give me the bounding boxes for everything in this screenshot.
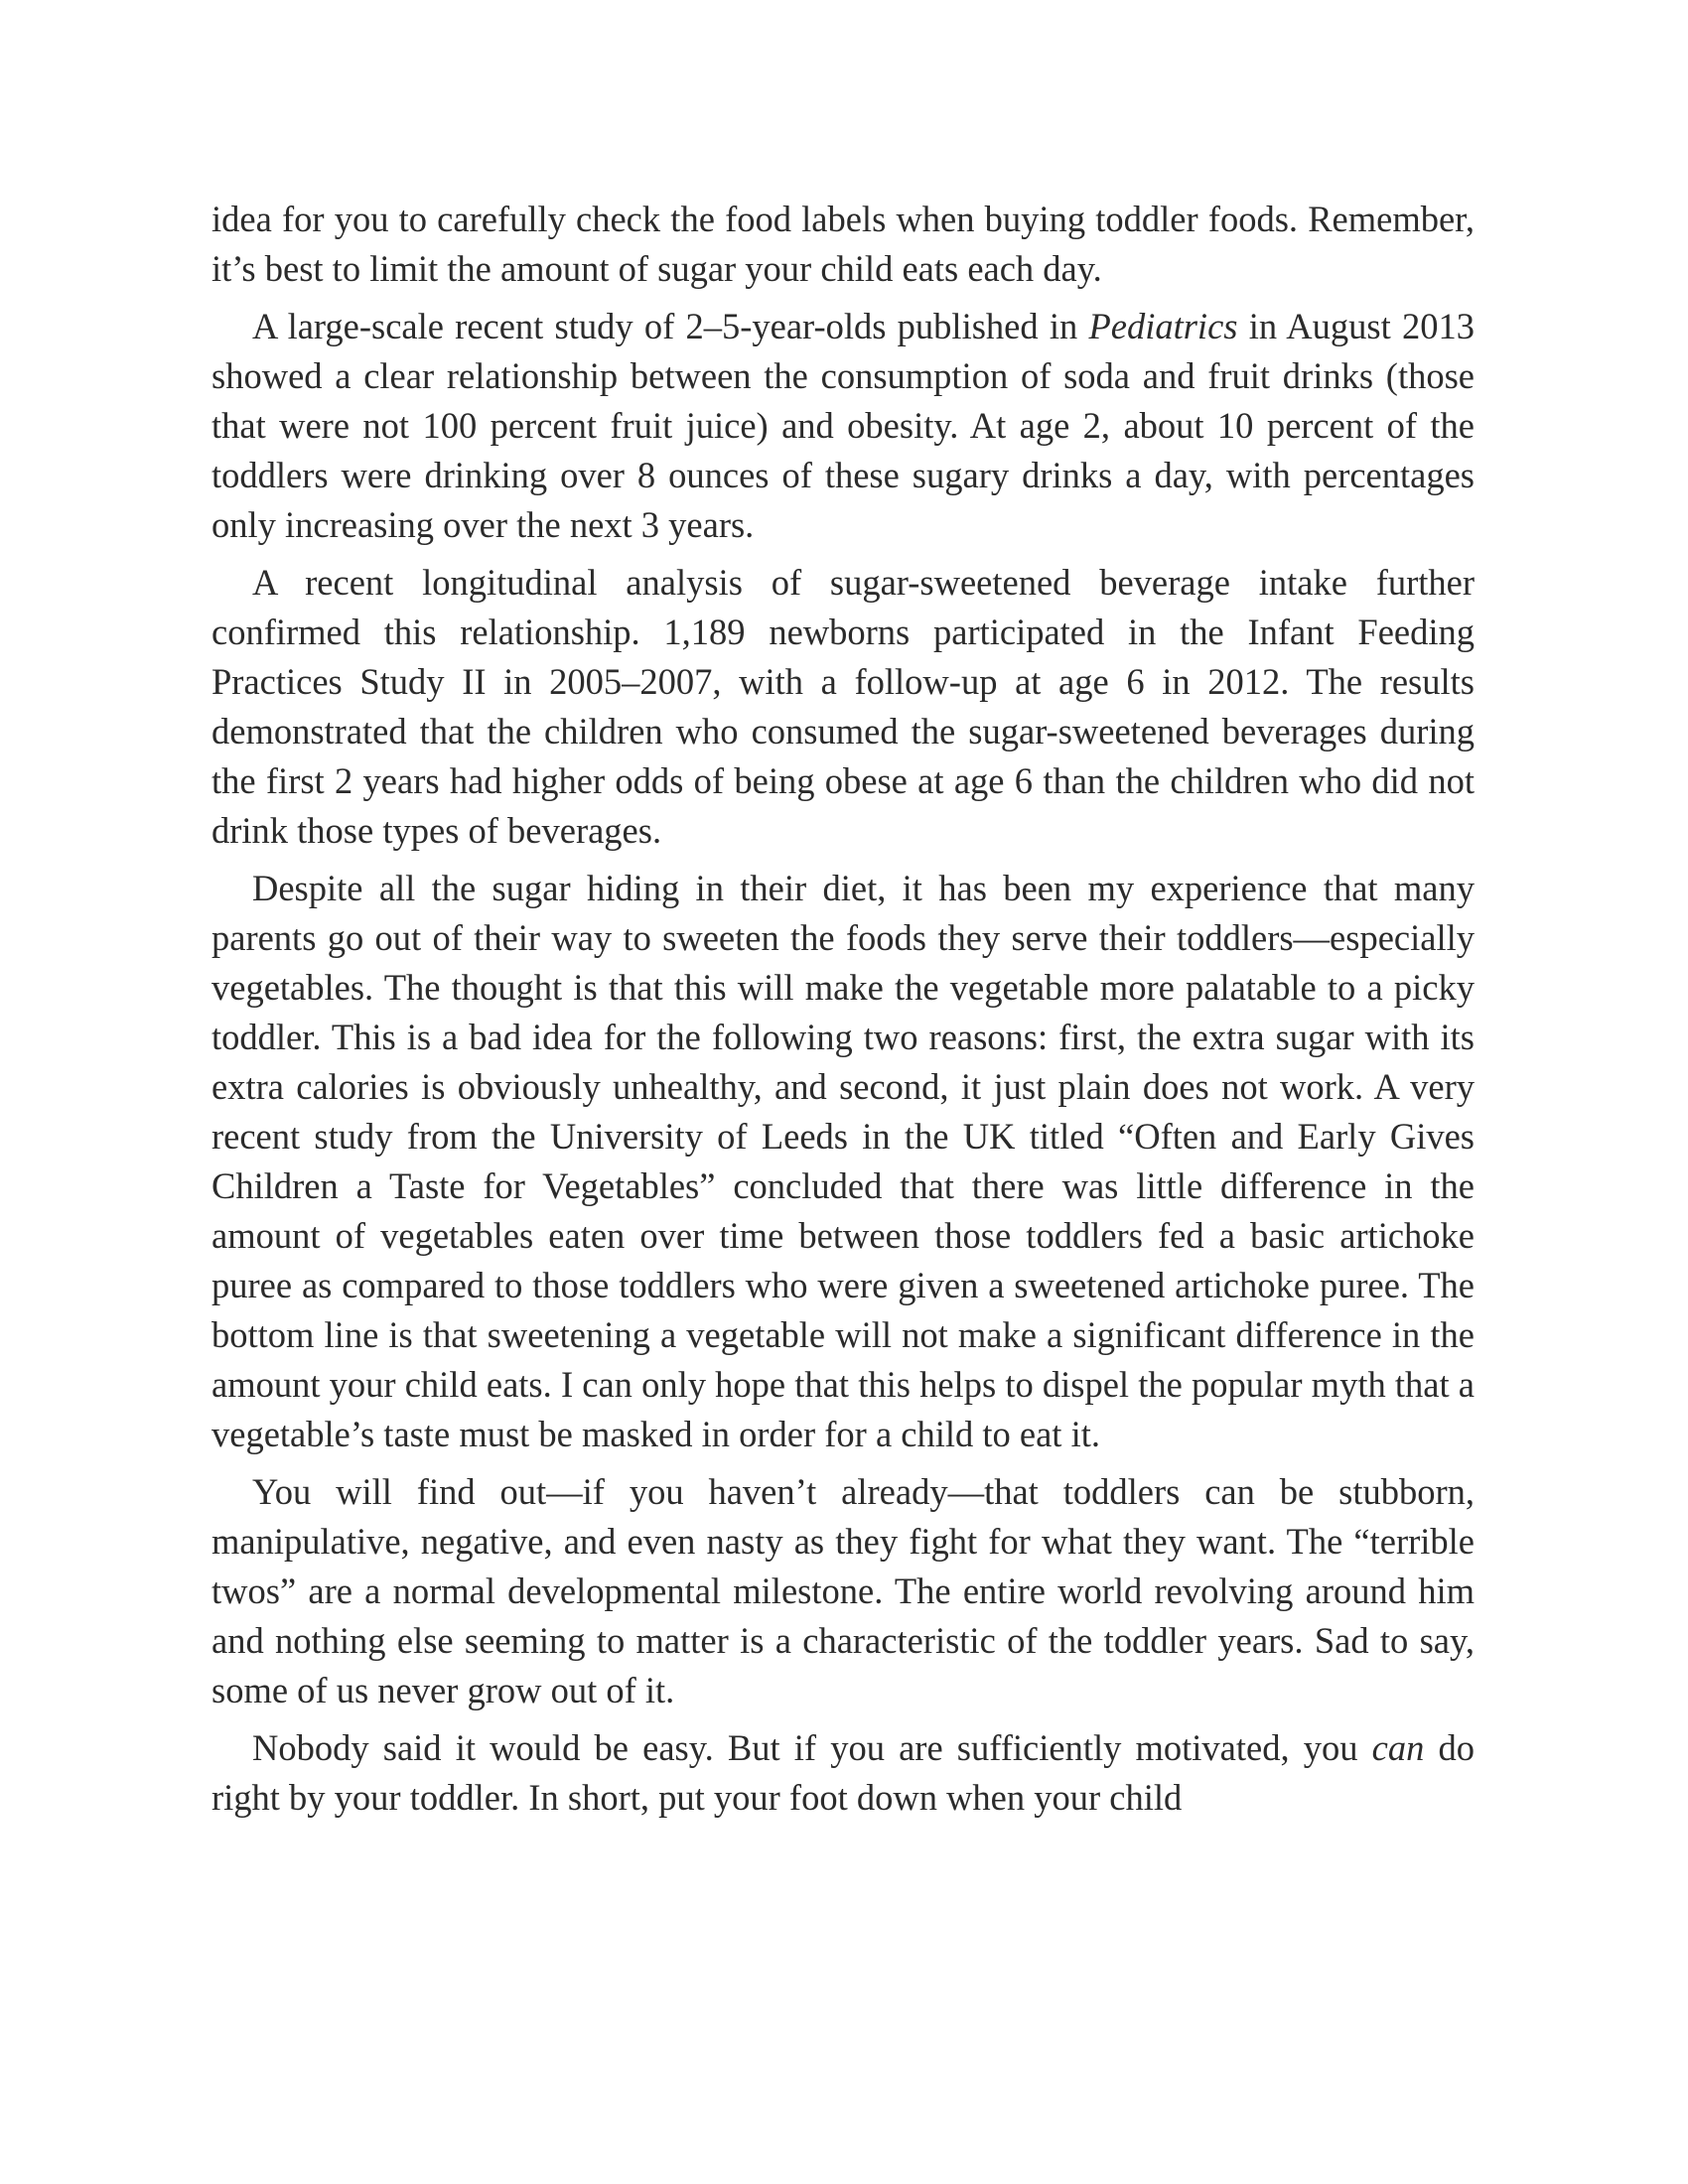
paragraph-text: idea for you to carefully check the food labels when buying toddler foods. Remember, it’s best to limit the amount of sugar your child eats each day. (211, 199, 1475, 289)
paragraph-text: You will find out—if you haven’t already—that toddlers can be stubborn, manipulative, negative, and even nasty as they fight for what they want. The “terrible twos” are a normal developmental milestone. The entire world revolving around him and nothing else seeming to matter is a characteristic of the toddler years. Sad to say, some of us never grow out of it. (211, 1471, 1475, 1710)
paragraph-4 (211, 864, 1475, 1459)
paragraph-text: A large-scale recent study of 2–5-year-olds published in (252, 306, 1089, 346)
document-page (211, 195, 1475, 1823)
paragraph-text: in August 2013 showed a clear relationship between the consumption of soda and fruit drinks (those that were not 100 percent fruit juice) and obesity. At age 2, about 10 percent of the toddlers were drinking over 8 ounces of these sugary drinks a day, with percentages only increasing over the next 3 years. (211, 306, 1475, 545)
paragraph-text: Despite all the sugar hiding in their diet, it has been my experience that many parents go out of their way to sweeten the foods they serve their toddlers—especially vegetables. The thought is that this will make the vegetable more palatable to a picky toddler. This is a bad idea for the following two reasons: first, the extra sugar with its extra calories is obviously unhealthy, and second, it just plain does not work. A very recent study from the University of Leeds in the UK titled “Often and Early Gives Children a Taste for Vegetables” concluded that there was little difference in the amount of vegetables eaten over time between those toddlers fed a basic artichoke puree as compared to those toddlers who were given a sweetened artichoke puree. The bottom line is that sweetening a vegetable will not make a significant difference in the amount your child eats. I can only hope that this helps to dispel the popular myth that a vegetable’s taste must be masked in order for a child to eat it. (211, 868, 1475, 1454)
emphasis-text: can (1371, 1727, 1425, 1768)
paragraph-5 (211, 1467, 1475, 1715)
paragraph-text: A recent longitudinal analysis of sugar-sweetened beverage intake further confirmed this relationship. 1,189 newborns participated in the Infant Feeding Practices Study II in 2005–2007, with a follow-up at age 6 in 2012. The results demonstrated that the children who consumed the sugar-sweetened beverages during the first 2 years had higher odds of being obese at age 6 than the children who did not drink those types of beverages. (211, 562, 1475, 851)
paragraph-3 (211, 558, 1475, 856)
paragraph-text: Nobody said it would be easy. But if you are sufficiently motivated, you (252, 1727, 1372, 1768)
paragraph-6 (211, 1723, 1475, 1823)
paragraph-1 (211, 195, 1475, 294)
paragraph-2 (211, 302, 1475, 550)
journal-title: Pediatrics (1088, 306, 1238, 346)
paragraph-text: do right by your toddler. In short, put your foot down when your child (211, 1727, 1476, 1818)
